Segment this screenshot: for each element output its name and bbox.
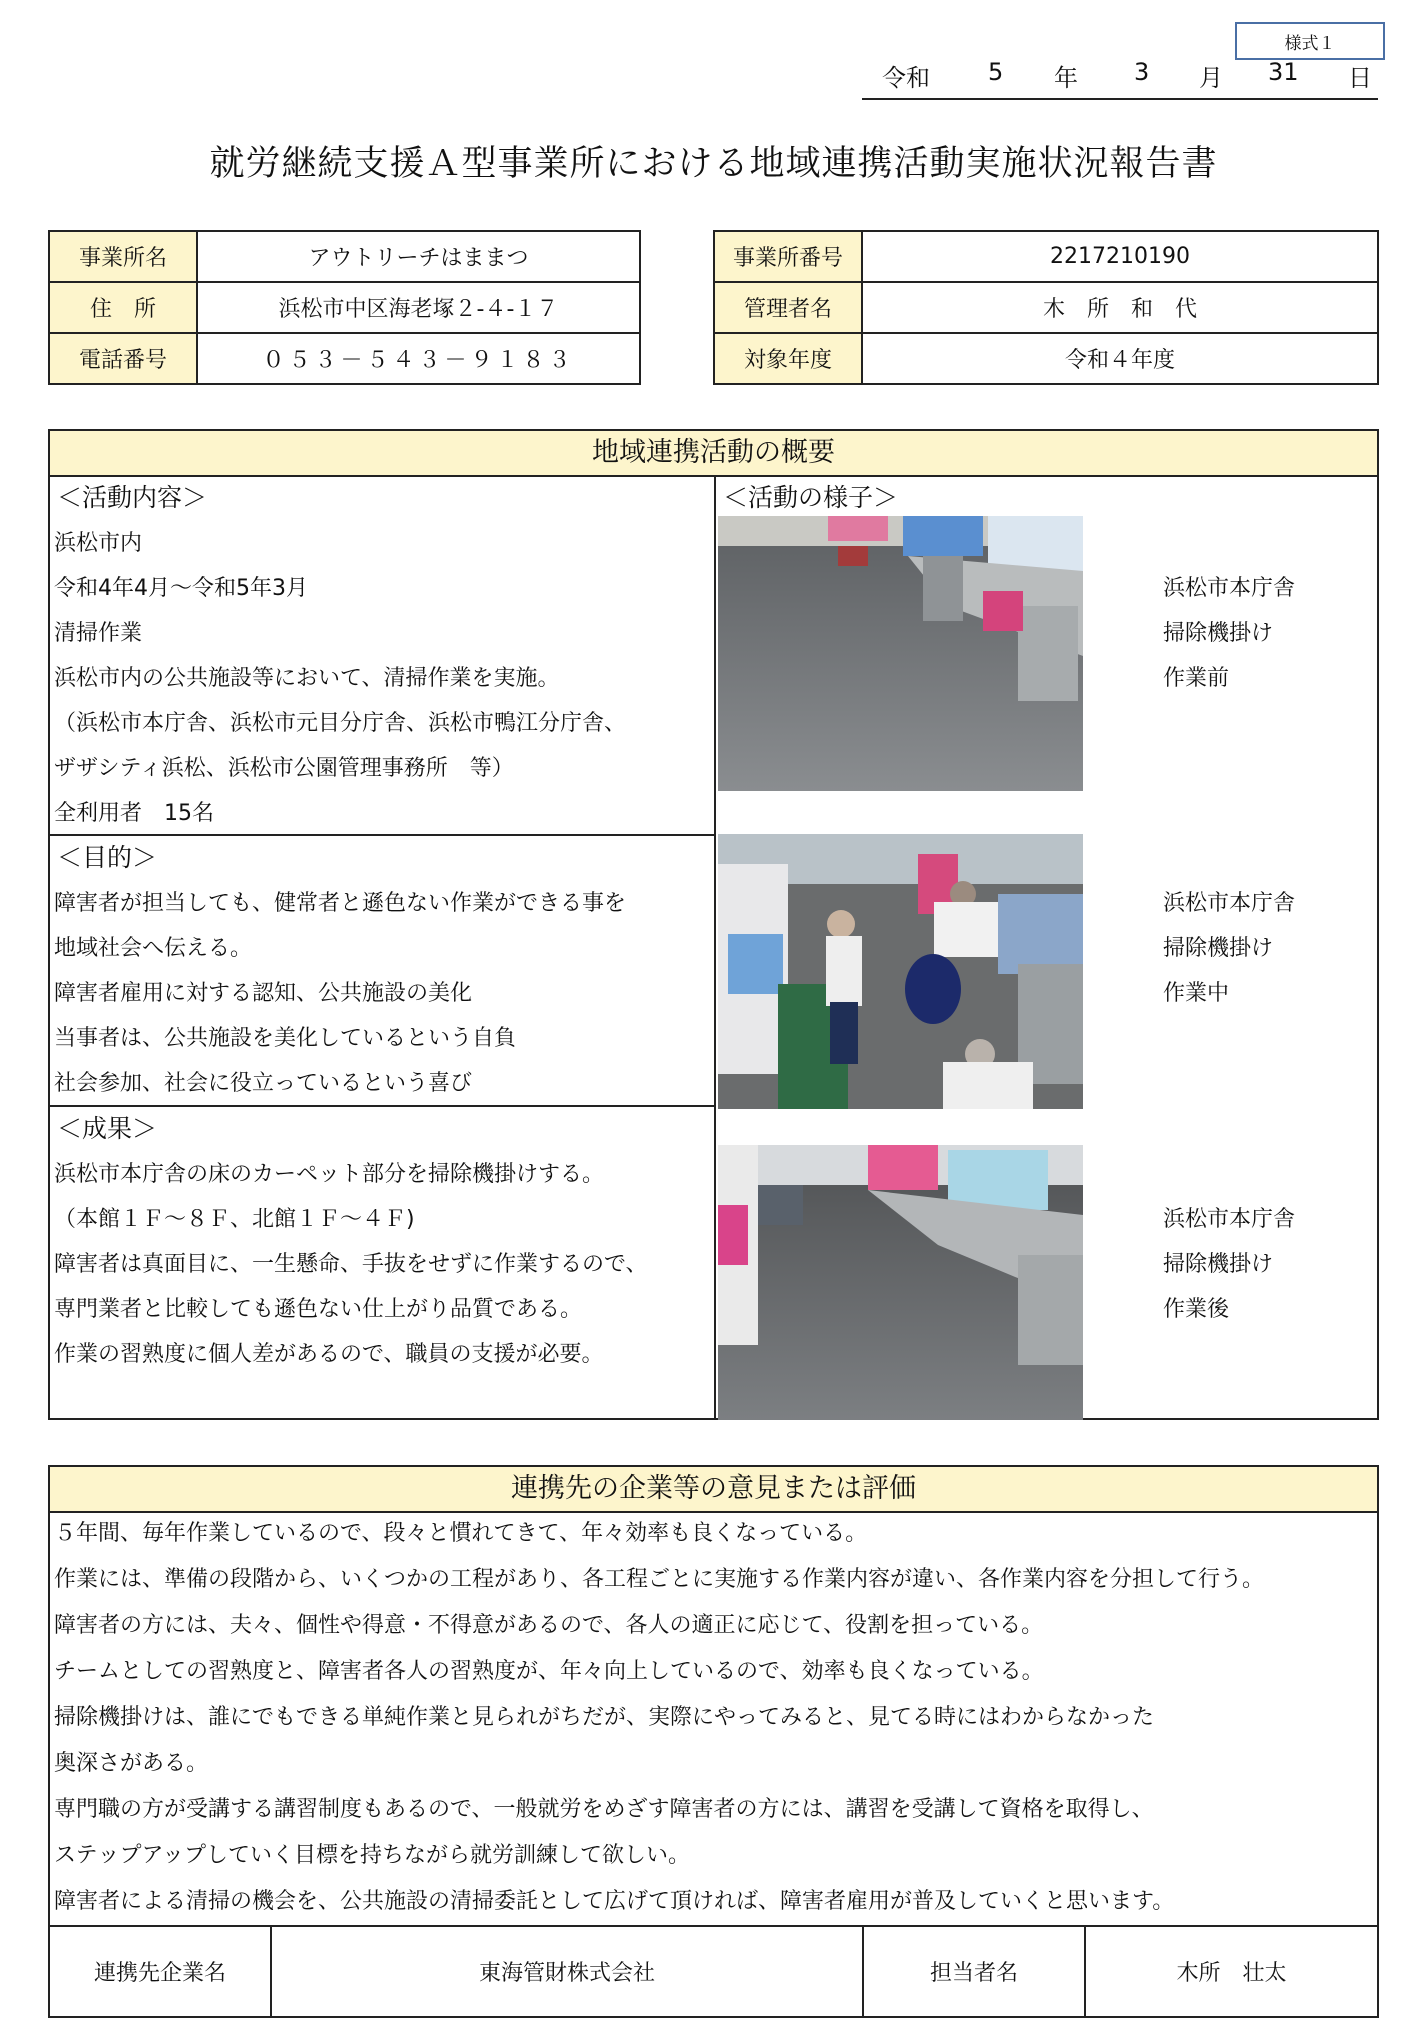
evaluation-line: 奥深さがある。 [54,1751,209,1776]
purpose-line: 障害者雇用に対する認知、公共施設の美化 [54,981,473,1006]
table-row [714,282,1378,333]
content-line: 浜松市内の公共施設等において、清掃作業を実施。 [54,666,560,691]
purpose-line: 当事者は、公共施設を美化しているという自負 [54,1026,517,1051]
content-line: 令和4年4月～令和5年3月 [54,576,308,601]
overview-divider [714,475,716,1420]
photo-caption-line: 作業中 [1163,981,1230,1006]
photo-caption-line: 掃除機掛け [1163,621,1274,646]
content-line: ザザシティ浜松、浜松市公園管理事務所 等） [54,756,514,781]
evaluation-line: 専門職の方が受講する講習制度もあるので、一般就労をめざす障害者の方には、講習を受講して資格を取得し、 [54,1797,1154,1822]
result-line: 作業の習熟度に個人差があるので、職員の支援が必要。 [54,1342,604,1367]
purpose-result-divider [48,1105,715,1107]
content-line: （浜松市本庁舎、浜松市元目分庁舎、浜松市鴨江分庁舎、 [54,711,627,736]
table-row [714,231,1378,282]
facility-name-label: 事業所名 [49,231,197,282]
facility-number-table [713,230,1379,385]
date-month-unit: 月 [1199,64,1223,92]
purpose-line: 地域社会へ伝える。 [54,936,253,961]
result-line: 専門業者と比較しても遜色ない仕上がり品質である。 [54,1297,583,1322]
phone-label: 電話番号 [49,333,197,384]
result-heading: ＜成果＞ [57,1114,158,1143]
photo-caption-line: 浜松市本庁舎 [1163,576,1296,601]
manager-value: 木 所 和 代 [862,282,1378,333]
contact-person-label: 担当者名 [929,1961,1018,1986]
date-day: 31 [1268,58,1299,86]
photo-after-cleaning [718,1145,1083,1420]
clean-office-floor-image [718,1145,1083,1420]
table-row [49,282,640,333]
date-month: 3 [1134,58,1150,86]
form-number-label: 様式１ [1235,22,1385,60]
photo-during-cleaning [718,834,1083,1109]
target-year-value: 令和４年度 [862,333,1378,384]
result-line: （本館１Ｆ～８Ｆ、北館１Ｆ～４Ｆ) [54,1207,415,1232]
facility-name-value: アウトリーチはままつ [197,231,640,282]
content-heading: ＜活動内容＞ [57,483,208,512]
manager-label: 管理者名 [714,282,862,333]
contact-person-value: 木所 壮太 [1176,1961,1287,1986]
date-era: 令和 [882,64,930,92]
content-line: 清掃作業 [54,621,143,646]
partner-company-label: 連携先企業名 [93,1961,226,1986]
date-underline [862,98,1378,100]
content-purpose-divider [48,834,715,836]
office-floor-image [718,516,1083,791]
purpose-heading: ＜目的＞ [57,843,158,872]
table-row [49,333,640,384]
evaluation-line: 掃除機掛けは、誰にでもできる単純作業と見られがちだが、実際にやってみると、見てる時にはわからなかった [54,1705,1155,1730]
purpose-line: 障害者が担当しても、健常者と遜色ない作業ができる事を [54,891,627,916]
photo-caption-line: 浜松市本庁舎 [1163,1207,1296,1232]
overview-header: 地域連携活動の概要 [50,431,1377,477]
photo-caption-line: 浜松市本庁舎 [1163,891,1296,916]
evaluation-line: 障害者の方には、夫々、個性や得意・不得意があるので、各人の適正に応じて、役割を担っている。 [54,1613,1044,1638]
date-year-unit: 年 [1054,64,1078,92]
content-line: 浜松市内 [54,531,143,556]
evaluation-line: チームとしての習熟度と、障害者各人の習熟度が、年々向上しているので、効率も良くなっている。 [54,1659,1044,1684]
date-year: 5 [988,58,1004,86]
content-line: 全利用者 15名 [54,801,214,826]
photo-caption-line: 作業後 [1163,1297,1230,1322]
facility-number-value: 2217210190 [862,231,1378,282]
purpose-line: 社会参加、社会に役立っているという喜び [54,1071,473,1096]
result-line: 浜松市本庁舎の床のカーペット部分を掃除機掛けする。 [54,1162,605,1187]
address-label: 住 所 [49,282,197,333]
photo-before-cleaning [718,516,1083,791]
workers-vacuuming-image [718,834,1083,1109]
address-value: 浜松市中区海老塚２-４-１７ [197,282,640,333]
target-year-label: 対象年度 [714,333,862,384]
evaluation-line: 障害者による清掃の機会を、公共施設の清掃委託として広げて頂ければ、障害者雇用が普及していくと思います。 [54,1889,1175,1914]
facility-info-table [48,230,641,385]
result-line: 障害者は真面目に、一生懸命、手抜をせずに作業するので、 [54,1252,648,1277]
table-row [49,231,640,282]
evaluation-header: 連携先の企業等の意見または評価 [50,1467,1377,1513]
photo-caption-line: 作業前 [1163,666,1230,691]
date-day-unit: 日 [1348,64,1372,92]
photo-caption-line: 掃除機掛け [1163,936,1274,961]
phone-value: ０５３－５４３－９１８３ [197,333,640,384]
document-title: 就労継続支援Ａ型事業所における地域連携活動実施状況報告書 [209,144,1218,184]
evaluation-line: ステップアップしていく目標を持ちながら就労訓練して欲しい。 [54,1843,691,1868]
photo-caption-line: 掃除機掛け [1163,1252,1274,1277]
evaluation-line: 作業には、準備の段階から、いくつかの工程があり、各工程ごとに実施する作業内容が違い、各作業内容を分担して行う。 [54,1567,1265,1592]
partner-company-value: 東海管財株式会社 [478,1961,655,1986]
table-row [714,333,1378,384]
facility-number-label: 事業所番号 [714,231,862,282]
photos-heading: ＜活動の様子＞ [723,483,899,512]
evaluation-line: ５年間、毎年作業しているので、段々と慣れてきて、年々効率も良くなっている。 [54,1521,868,1546]
